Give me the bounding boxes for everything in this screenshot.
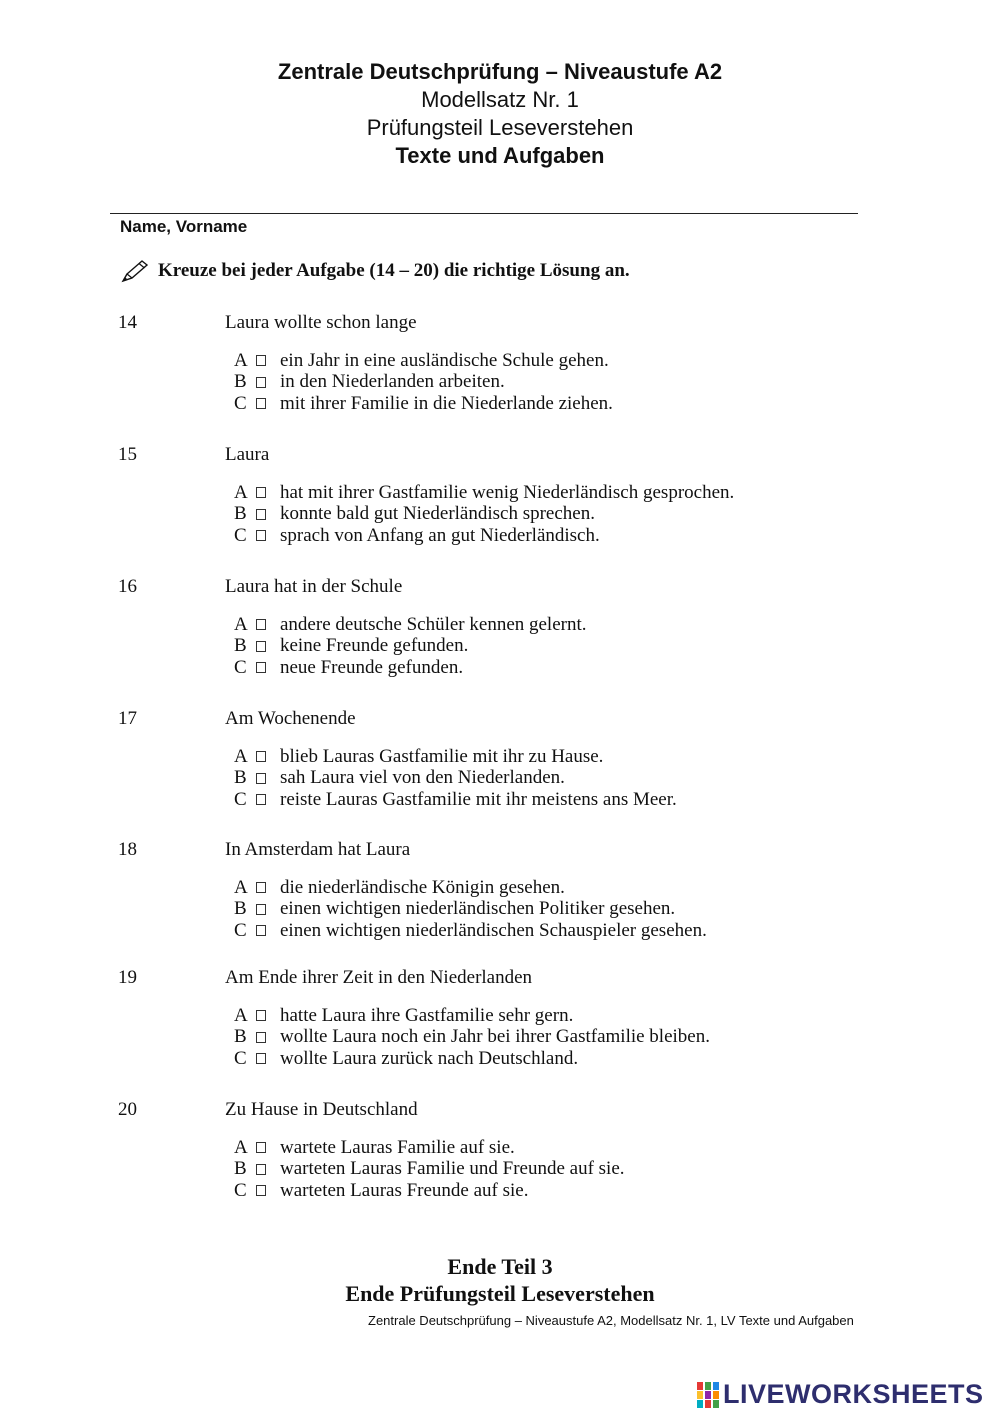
option-text: warteten Lauras Freunde auf sie. xyxy=(280,1179,529,1201)
option-letter: C xyxy=(234,1047,247,1069)
answer-checkbox[interactable] xyxy=(256,773,266,784)
answer-options xyxy=(234,1137,625,1202)
name-label: Name, Vorname xyxy=(120,217,248,236)
option-text: sprach von Anfang an gut Niederländisch. xyxy=(280,524,600,546)
option-b[interactable] xyxy=(234,899,707,921)
answer-checkbox[interactable] xyxy=(256,1142,266,1153)
name-input-line[interactable] xyxy=(110,213,858,214)
exam-part: Prüfungsteil Leseverstehen xyxy=(366,115,634,140)
question-stem: Laura wollte schon lange xyxy=(225,312,417,333)
document-header xyxy=(0,58,1000,170)
option-text: andere deutsche Schüler kennen gelernt. xyxy=(280,613,587,635)
answer-options xyxy=(234,350,613,415)
option-letter: B xyxy=(234,1158,247,1180)
model-set: Modellsatz Nr. 1 xyxy=(421,87,579,112)
answer-checkbox[interactable] xyxy=(256,751,266,762)
answer-checkbox[interactable] xyxy=(256,619,266,630)
answer-options xyxy=(234,746,677,811)
option-c[interactable] xyxy=(234,393,613,415)
question-number: 20 xyxy=(118,1099,137,1120)
option-text: wollte Laura zurück nach Deutschland. xyxy=(280,1047,579,1069)
question-number: 19 xyxy=(118,967,137,988)
answer-checkbox[interactable] xyxy=(256,1053,266,1064)
answer-checkbox[interactable] xyxy=(256,398,266,409)
option-a[interactable] xyxy=(234,482,734,504)
option-text: wollte Laura noch ein Jahr bei ihrer Gastfamilie bleiben. xyxy=(280,1026,710,1048)
option-letter: C xyxy=(234,919,247,941)
option-letter: A xyxy=(234,481,248,503)
option-letter: B xyxy=(234,503,247,525)
option-letter: A xyxy=(234,349,248,371)
answer-checkbox[interactable] xyxy=(256,1032,266,1043)
question-stem: In Amsterdam hat Laura xyxy=(225,839,411,860)
question-number: 16 xyxy=(118,576,137,597)
option-text: reiste Lauras Gastfamilie mit ihr meistens ans Meer. xyxy=(280,788,677,810)
answer-options xyxy=(234,877,707,942)
question-stem: Am Wochenende xyxy=(225,708,356,729)
answer-checkbox[interactable] xyxy=(256,1185,266,1196)
option-letter: C xyxy=(234,392,247,414)
answer-checkbox[interactable] xyxy=(256,794,266,805)
option-text: ein Jahr in eine ausländische Schule gehen. xyxy=(280,349,609,371)
end-part: Ende Teil 3 xyxy=(447,1254,553,1279)
option-text: hatte Laura ihre Gastfamilie sehr gern. xyxy=(280,1004,574,1026)
option-b[interactable] xyxy=(234,1027,710,1049)
option-a[interactable] xyxy=(234,746,677,768)
option-text: keine Freunde gefunden. xyxy=(280,635,469,657)
option-b[interactable] xyxy=(234,768,677,790)
option-c[interactable] xyxy=(234,1180,625,1202)
option-a[interactable] xyxy=(234,614,587,636)
option-letter: A xyxy=(234,745,248,767)
option-text: hat mit ihrer Gastfamilie wenig Niederländisch gesprochen. xyxy=(280,481,735,503)
option-a[interactable] xyxy=(234,1137,625,1159)
option-text: sah Laura viel von den Niederlanden. xyxy=(280,767,565,789)
option-letter: A xyxy=(234,1136,248,1158)
question-number: 17 xyxy=(118,708,137,729)
option-letter: C xyxy=(234,656,247,678)
question-stem: Laura xyxy=(225,444,270,465)
option-b[interactable] xyxy=(234,372,613,394)
answer-checkbox[interactable] xyxy=(256,355,266,366)
option-b[interactable] xyxy=(234,636,587,658)
option-letter: A xyxy=(234,1004,248,1026)
answer-checkbox[interactable] xyxy=(256,377,266,388)
end-section: Ende Prüfungsteil Leseverstehen xyxy=(345,1281,655,1306)
pencil-icon xyxy=(120,258,150,284)
liveworksheets-logo[interactable] xyxy=(697,1379,984,1410)
option-a[interactable] xyxy=(234,1005,710,1027)
option-letter: B xyxy=(234,898,247,920)
option-c[interactable] xyxy=(234,789,677,811)
instruction xyxy=(120,258,630,284)
answer-checkbox[interactable] xyxy=(256,904,266,915)
option-letter: A xyxy=(234,876,248,898)
option-letter: B xyxy=(234,767,247,789)
option-text: die niederländische Königin gesehen. xyxy=(280,876,565,898)
option-letter: B xyxy=(234,635,247,657)
option-text: einen wichtigen niederländischen Schauspieler gesehen. xyxy=(280,919,707,941)
option-text: wartete Lauras Familie auf sie. xyxy=(280,1136,515,1158)
answer-checkbox[interactable] xyxy=(256,1010,266,1021)
option-text: in den Niederlanden arbeiten. xyxy=(280,371,505,393)
option-c[interactable] xyxy=(234,920,707,942)
question-stem: Zu Hause in Deutschland xyxy=(225,1099,418,1120)
option-text: blieb Lauras Gastfamilie mit ihr zu Hause. xyxy=(280,745,604,767)
option-text: mit ihrer Familie in die Niederlande ziehen. xyxy=(280,392,613,414)
option-letter: A xyxy=(234,613,248,635)
option-c[interactable] xyxy=(234,1048,710,1070)
answer-checkbox[interactable] xyxy=(256,1164,266,1175)
answer-options xyxy=(234,614,587,679)
answer-options xyxy=(234,1005,710,1070)
footnote: Zentrale Deutschprüfung – Niveaustufe A2, Modellsatz Nr. 1, LV Texte und Aufgaben xyxy=(368,1313,854,1328)
option-b[interactable] xyxy=(234,1159,625,1181)
option-a[interactable] xyxy=(234,350,613,372)
option-letter: C xyxy=(234,524,247,546)
question-number: 15 xyxy=(118,444,137,465)
option-text: einen wichtigen niederländischen Politiker gesehen. xyxy=(280,898,676,920)
option-letter: B xyxy=(234,371,247,393)
option-letter: C xyxy=(234,788,247,810)
answer-checkbox[interactable] xyxy=(256,509,266,520)
answer-checkbox[interactable] xyxy=(256,530,266,541)
option-c[interactable] xyxy=(234,525,734,547)
option-letter: C xyxy=(234,1179,247,1201)
question-stem: Laura hat in der Schule xyxy=(225,576,403,597)
option-b[interactable] xyxy=(234,504,734,526)
option-a[interactable] xyxy=(234,877,707,899)
answer-checkbox[interactable] xyxy=(256,641,266,652)
exam-title: Zentrale Deutschprüfung – Niveaustufe A2 xyxy=(277,59,723,84)
option-c[interactable] xyxy=(234,657,587,679)
answer-checkbox[interactable] xyxy=(256,487,266,498)
question-stem: Am Ende ihrer Zeit in den Niederlanden xyxy=(225,967,533,988)
option-text: konnte bald gut Niederländisch sprechen. xyxy=(280,503,595,525)
option-letter: B xyxy=(234,1026,247,1048)
question-number: 14 xyxy=(118,312,137,333)
liveworksheets-logo-icon xyxy=(697,1382,719,1408)
answer-options xyxy=(234,482,734,547)
question-number: 18 xyxy=(118,839,137,860)
option-text: neue Freunde gefunden. xyxy=(280,656,464,678)
instruction-text: Kreuze bei jeder Aufgabe (14 – 20) die richtige Lösung an. xyxy=(158,260,630,281)
option-text: warteten Lauras Familie und Freunde auf sie. xyxy=(280,1158,625,1180)
answer-checkbox[interactable] xyxy=(256,925,266,936)
answer-checkbox[interactable] xyxy=(256,882,266,893)
section-title: Texte und Aufgaben xyxy=(395,143,605,168)
answer-checkbox[interactable] xyxy=(256,662,266,673)
logo-text: LIVEWORKSHEETS xyxy=(723,1379,984,1409)
